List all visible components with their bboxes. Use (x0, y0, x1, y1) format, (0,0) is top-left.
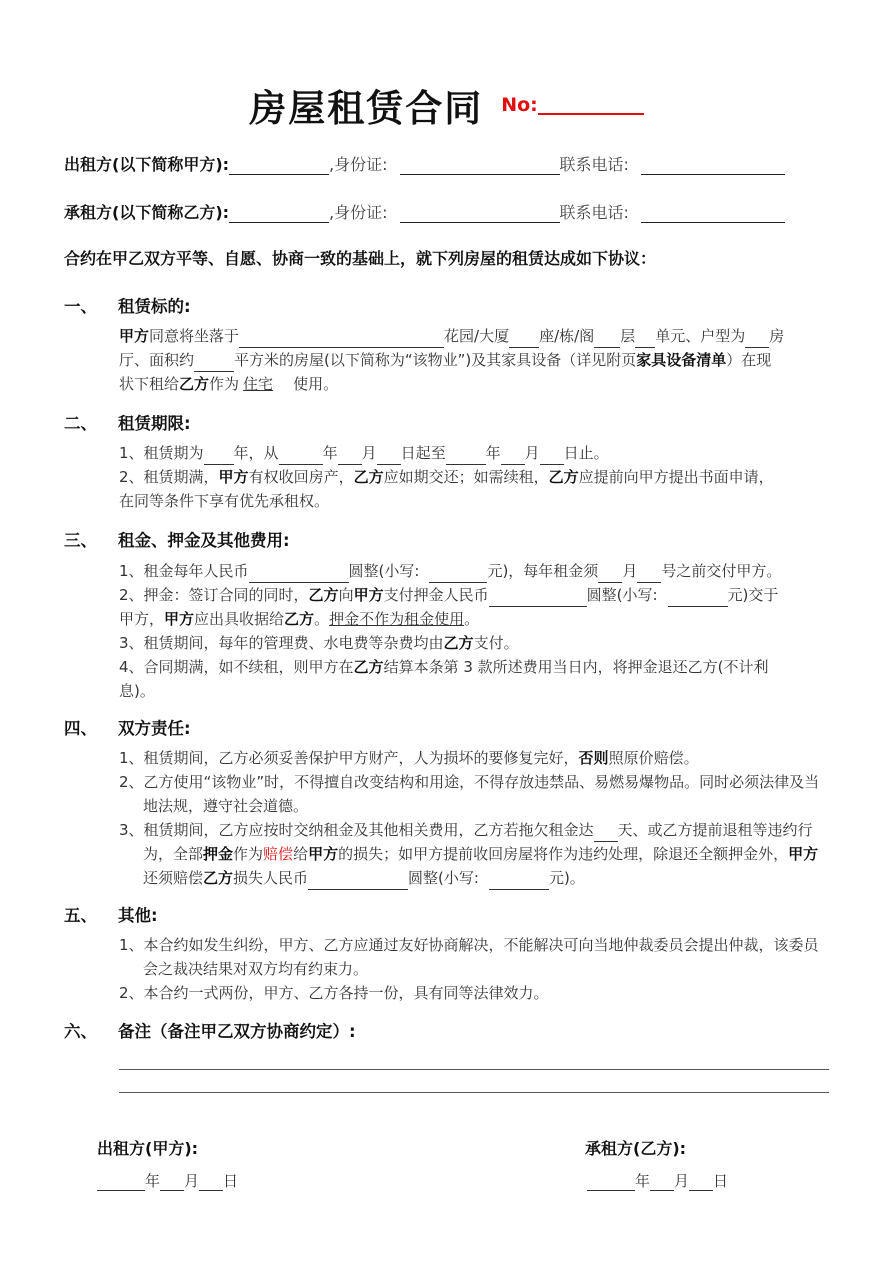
text: 应出具收据给 (194, 610, 285, 628)
section-5-body (119, 933, 831, 1005)
party-b-ref: 乙方 (353, 468, 384, 486)
clause-4-2: 2、乙方使用“该物业”时，不得擅自改变结构和用途，不得存放违禁品、易燃易爆物品。同时必须法律及当地法规，遵守社会道德。 (119, 773, 820, 815)
unit-blank[interactable] (635, 332, 655, 348)
party-a-ref: 甲方 (164, 610, 195, 628)
party-b-ref: 乙方 (203, 869, 234, 887)
text: 作为 (233, 845, 264, 863)
text: 月 (622, 562, 638, 580)
text: 花园/大厦 (444, 327, 510, 345)
section-4-body (119, 746, 831, 890)
section-title: 租赁标的: (118, 297, 191, 316)
text: 圆整(小写: (586, 586, 658, 604)
text: 月 (524, 444, 540, 462)
emphasis: 否则 (578, 749, 609, 767)
clause-4-1 (119, 746, 831, 770)
end-month-blank[interactable] (501, 449, 525, 465)
tenant-label: 承租方(以下简称乙方): (64, 203, 230, 222)
rooms-blank[interactable] (745, 332, 769, 348)
section-number: 四、 (64, 719, 97, 738)
contract-number-label: No: (501, 94, 538, 116)
text: 使用。 (293, 375, 339, 393)
section-title: 其他: (118, 906, 158, 925)
deposit-ref: 押金 (203, 845, 234, 863)
furniture-list-ref: 家具设备清单 (636, 351, 727, 369)
text: 甲方， (119, 610, 165, 628)
deposit-note: 押金不作为租金使用 (329, 610, 465, 628)
section-3-body (119, 559, 831, 703)
penalty-figure-blank[interactable] (489, 874, 549, 890)
penalty-amount-blank[interactable] (308, 874, 408, 890)
tenant-month-blank[interactable] (650, 1175, 674, 1191)
text: 照原价赔偿。 (608, 749, 699, 767)
section-title: 租赁期限: (118, 414, 191, 433)
text: 圆整(小写: (348, 562, 420, 580)
text: 向 (338, 586, 354, 604)
section-6-heading (64, 1018, 356, 1042)
text: 还须赔偿 (143, 869, 204, 887)
rent-amount-blank[interactable] (249, 567, 349, 583)
text: 状下租给 (119, 375, 180, 393)
section-number: 三、 (64, 531, 97, 550)
remarks-line-1[interactable] (119, 1069, 829, 1070)
text: 。 (464, 610, 480, 628)
landlord-day-blank[interactable] (199, 1175, 223, 1191)
section-2-body (119, 441, 831, 513)
text: 元)，每年租金须 (487, 562, 599, 580)
text: 号之前交付甲方。 (661, 562, 782, 580)
section-5-heading (64, 902, 158, 926)
text: 应如期交还；如需续租， (383, 468, 549, 486)
landlord-month-blank[interactable] (160, 1175, 184, 1191)
text: 1、租赁期为 (119, 444, 204, 462)
party-b-ref: 乙方 (179, 375, 210, 393)
text: 同意将坐落于 (149, 327, 240, 345)
text: ）在现 (726, 351, 772, 369)
deposit-amount-blank[interactable] (489, 591, 587, 607)
tenant-day-blank[interactable] (689, 1175, 713, 1191)
area-blank[interactable] (194, 356, 234, 372)
landlord-phone-label: 联系电话: (559, 155, 629, 174)
text: 平方米的房屋(以下简称为“该物业”)及其家具设备（详见附页 (234, 351, 637, 369)
clause-4-3 (119, 818, 831, 890)
remarks-line-2[interactable] (119, 1092, 829, 1093)
tenant-row (64, 200, 785, 223)
text: 天、或乙方提前退租等违约行为，全部 (143, 821, 813, 863)
party-a-ref: 甲方 (308, 845, 339, 863)
text: 应提前向甲方提出书面申请， (578, 468, 774, 486)
section-title: 租金、押金及其他费用: (118, 531, 290, 550)
text: 损失人民币 (233, 869, 309, 887)
text: 圆整(小写: (408, 869, 479, 887)
text: 单元、户型为 (655, 327, 746, 345)
landlord-signature-label: 出租方(甲方): (97, 1139, 199, 1158)
day-label: 日 (223, 1172, 239, 1190)
text: 2、押金：签订合同的同时， (119, 586, 309, 604)
tenant-name-blank[interactable] (229, 206, 329, 223)
term-years-blank[interactable] (204, 449, 234, 465)
landlord-id-blank[interactable] (400, 158, 560, 175)
party-b-ref: 乙方 (443, 634, 474, 652)
text: 日止。 (563, 444, 609, 462)
day-label: 日 (713, 1172, 729, 1190)
text: 3、租赁期间，每年的管理费、水电费等杂费均由 (119, 634, 444, 652)
section-1-body (119, 324, 831, 396)
landlord-year-blank[interactable] (97, 1175, 145, 1191)
text: 元)。 (548, 869, 585, 887)
text: 。 (314, 610, 330, 628)
floor-blank[interactable] (594, 332, 620, 348)
usage-field[interactable]: 住宅 (243, 375, 274, 393)
landlord-id-label: ,身份证: (329, 155, 388, 174)
text: 作为 (209, 375, 240, 393)
section-number: 二、 (64, 414, 97, 433)
party-a-ref: 甲方 (353, 586, 384, 604)
text: 月 (361, 444, 377, 462)
landlord-name-blank[interactable] (229, 158, 329, 175)
party-a-ref: 甲方 (218, 468, 249, 486)
end-year-blank[interactable] (446, 449, 486, 465)
party-b-ref: 乙方 (548, 468, 579, 486)
landlord-label: 出租方(以下简称甲方): (64, 155, 230, 174)
section-number: 六、 (64, 1022, 97, 1041)
text: 支付押金人民币 (383, 586, 489, 604)
text: 给 (293, 845, 309, 863)
text: 厅、面积约 (119, 351, 195, 369)
landlord-row (64, 152, 785, 175)
text: 4、合同期满，如不续租，则甲方在 (119, 658, 354, 676)
contract-number-blank[interactable] (538, 95, 644, 115)
tenant-phone-blank[interactable] (641, 206, 785, 223)
year-label: 年 (145, 1172, 161, 1190)
tenant-date (587, 1170, 728, 1191)
landlord-phone-blank[interactable] (641, 158, 785, 175)
section-1-heading (64, 293, 191, 317)
start-month-blank[interactable] (338, 449, 362, 465)
text: 3、租赁期间，乙方应按时交纳租金及其他相关费用，乙方若拖欠租金达 (119, 821, 594, 839)
contract-title (0, 78, 893, 132)
end-day-blank[interactable] (540, 449, 564, 465)
overdue-days-blank[interactable] (594, 826, 618, 842)
text: 支付。 (473, 634, 519, 652)
start-year-blank[interactable] (279, 449, 323, 465)
section-title: 双方责任: (118, 719, 191, 738)
text: 房 (769, 327, 785, 345)
text: 在同等条件下享有优先承租权。 (119, 492, 330, 510)
text: 1、租金每年人民币 (119, 562, 249, 580)
text: 息)。 (119, 682, 155, 700)
text: 1、租赁期间，乙方必须妥善保护甲方财产，人为损坏的要修复完好， (119, 749, 579, 767)
text: 座/栋/阁 (539, 327, 595, 345)
party-b-ref: 乙方 (353, 658, 384, 676)
section-title: 备注（备注甲乙双方协商约定）: (118, 1022, 356, 1041)
party-a-ref: 甲方 (119, 327, 150, 345)
text: 年，从 (233, 444, 279, 462)
text: 有权收回房产， (248, 468, 354, 486)
text: 元)交于 (727, 586, 779, 604)
tenant-phone-label: 联系电话: (559, 203, 629, 222)
text: 的损失；如甲方提前收回房屋将作为违约处理，除退还全额押金外， (338, 845, 789, 863)
compensation-word: 赔偿 (263, 845, 294, 863)
text: 年 (322, 444, 338, 462)
intro-text: 合约在甲乙双方平等、自愿、协商一致的基础上，就下列房屋的租赁达成如下协议： (64, 249, 657, 268)
text: 日起至 (400, 444, 446, 462)
deposit-figure-blank[interactable] (668, 591, 728, 607)
tenant-year-blank[interactable] (587, 1175, 635, 1191)
tenant-signature-label: 承租方(乙方): (585, 1139, 687, 1158)
section-number: 五、 (64, 906, 97, 925)
text: 2、租赁期满， (119, 468, 219, 486)
section-number: 一、 (64, 297, 97, 316)
month-label: 月 (674, 1172, 690, 1190)
section-4-heading (64, 715, 191, 739)
clause-5-2: 2、本合约一式两份，甲方、乙方各持一份，具有同等法律效力。 (119, 984, 549, 1002)
party-a-ref: 甲方 (788, 845, 819, 863)
tenant-id-blank[interactable] (400, 206, 560, 223)
month-label: 月 (184, 1172, 200, 1190)
rent-day-blank[interactable] (637, 567, 661, 583)
section-2-heading (64, 410, 191, 434)
year-label: 年 (635, 1172, 651, 1190)
text: 结算本条第 3 款所述费用当日内，将押金退还乙方(不计利 (383, 658, 769, 676)
party-b-ref: 乙方 (308, 586, 339, 604)
party-b-ref: 乙方 (284, 610, 315, 628)
text: 层 (620, 327, 636, 345)
address-blank[interactable] (239, 332, 444, 348)
page-title: 房屋租赁合同 (249, 87, 484, 130)
start-day-blank[interactable] (377, 449, 401, 465)
section-3-heading (64, 527, 290, 551)
tenant-id-label: ,身份证: (329, 203, 388, 222)
rent-figure-blank[interactable] (429, 567, 487, 583)
text: 年 (485, 444, 501, 462)
clause-5-1: 1、本合约如发生纠纷，甲方、乙方应通过友好协商解决，不能解决可向当地仲裁委员会提出仲裁，该委员会之裁决结果对双方均有约束力。 (119, 936, 819, 978)
block-blank[interactable] (509, 332, 539, 348)
rent-month-blank[interactable] (598, 567, 622, 583)
landlord-date (97, 1170, 238, 1191)
